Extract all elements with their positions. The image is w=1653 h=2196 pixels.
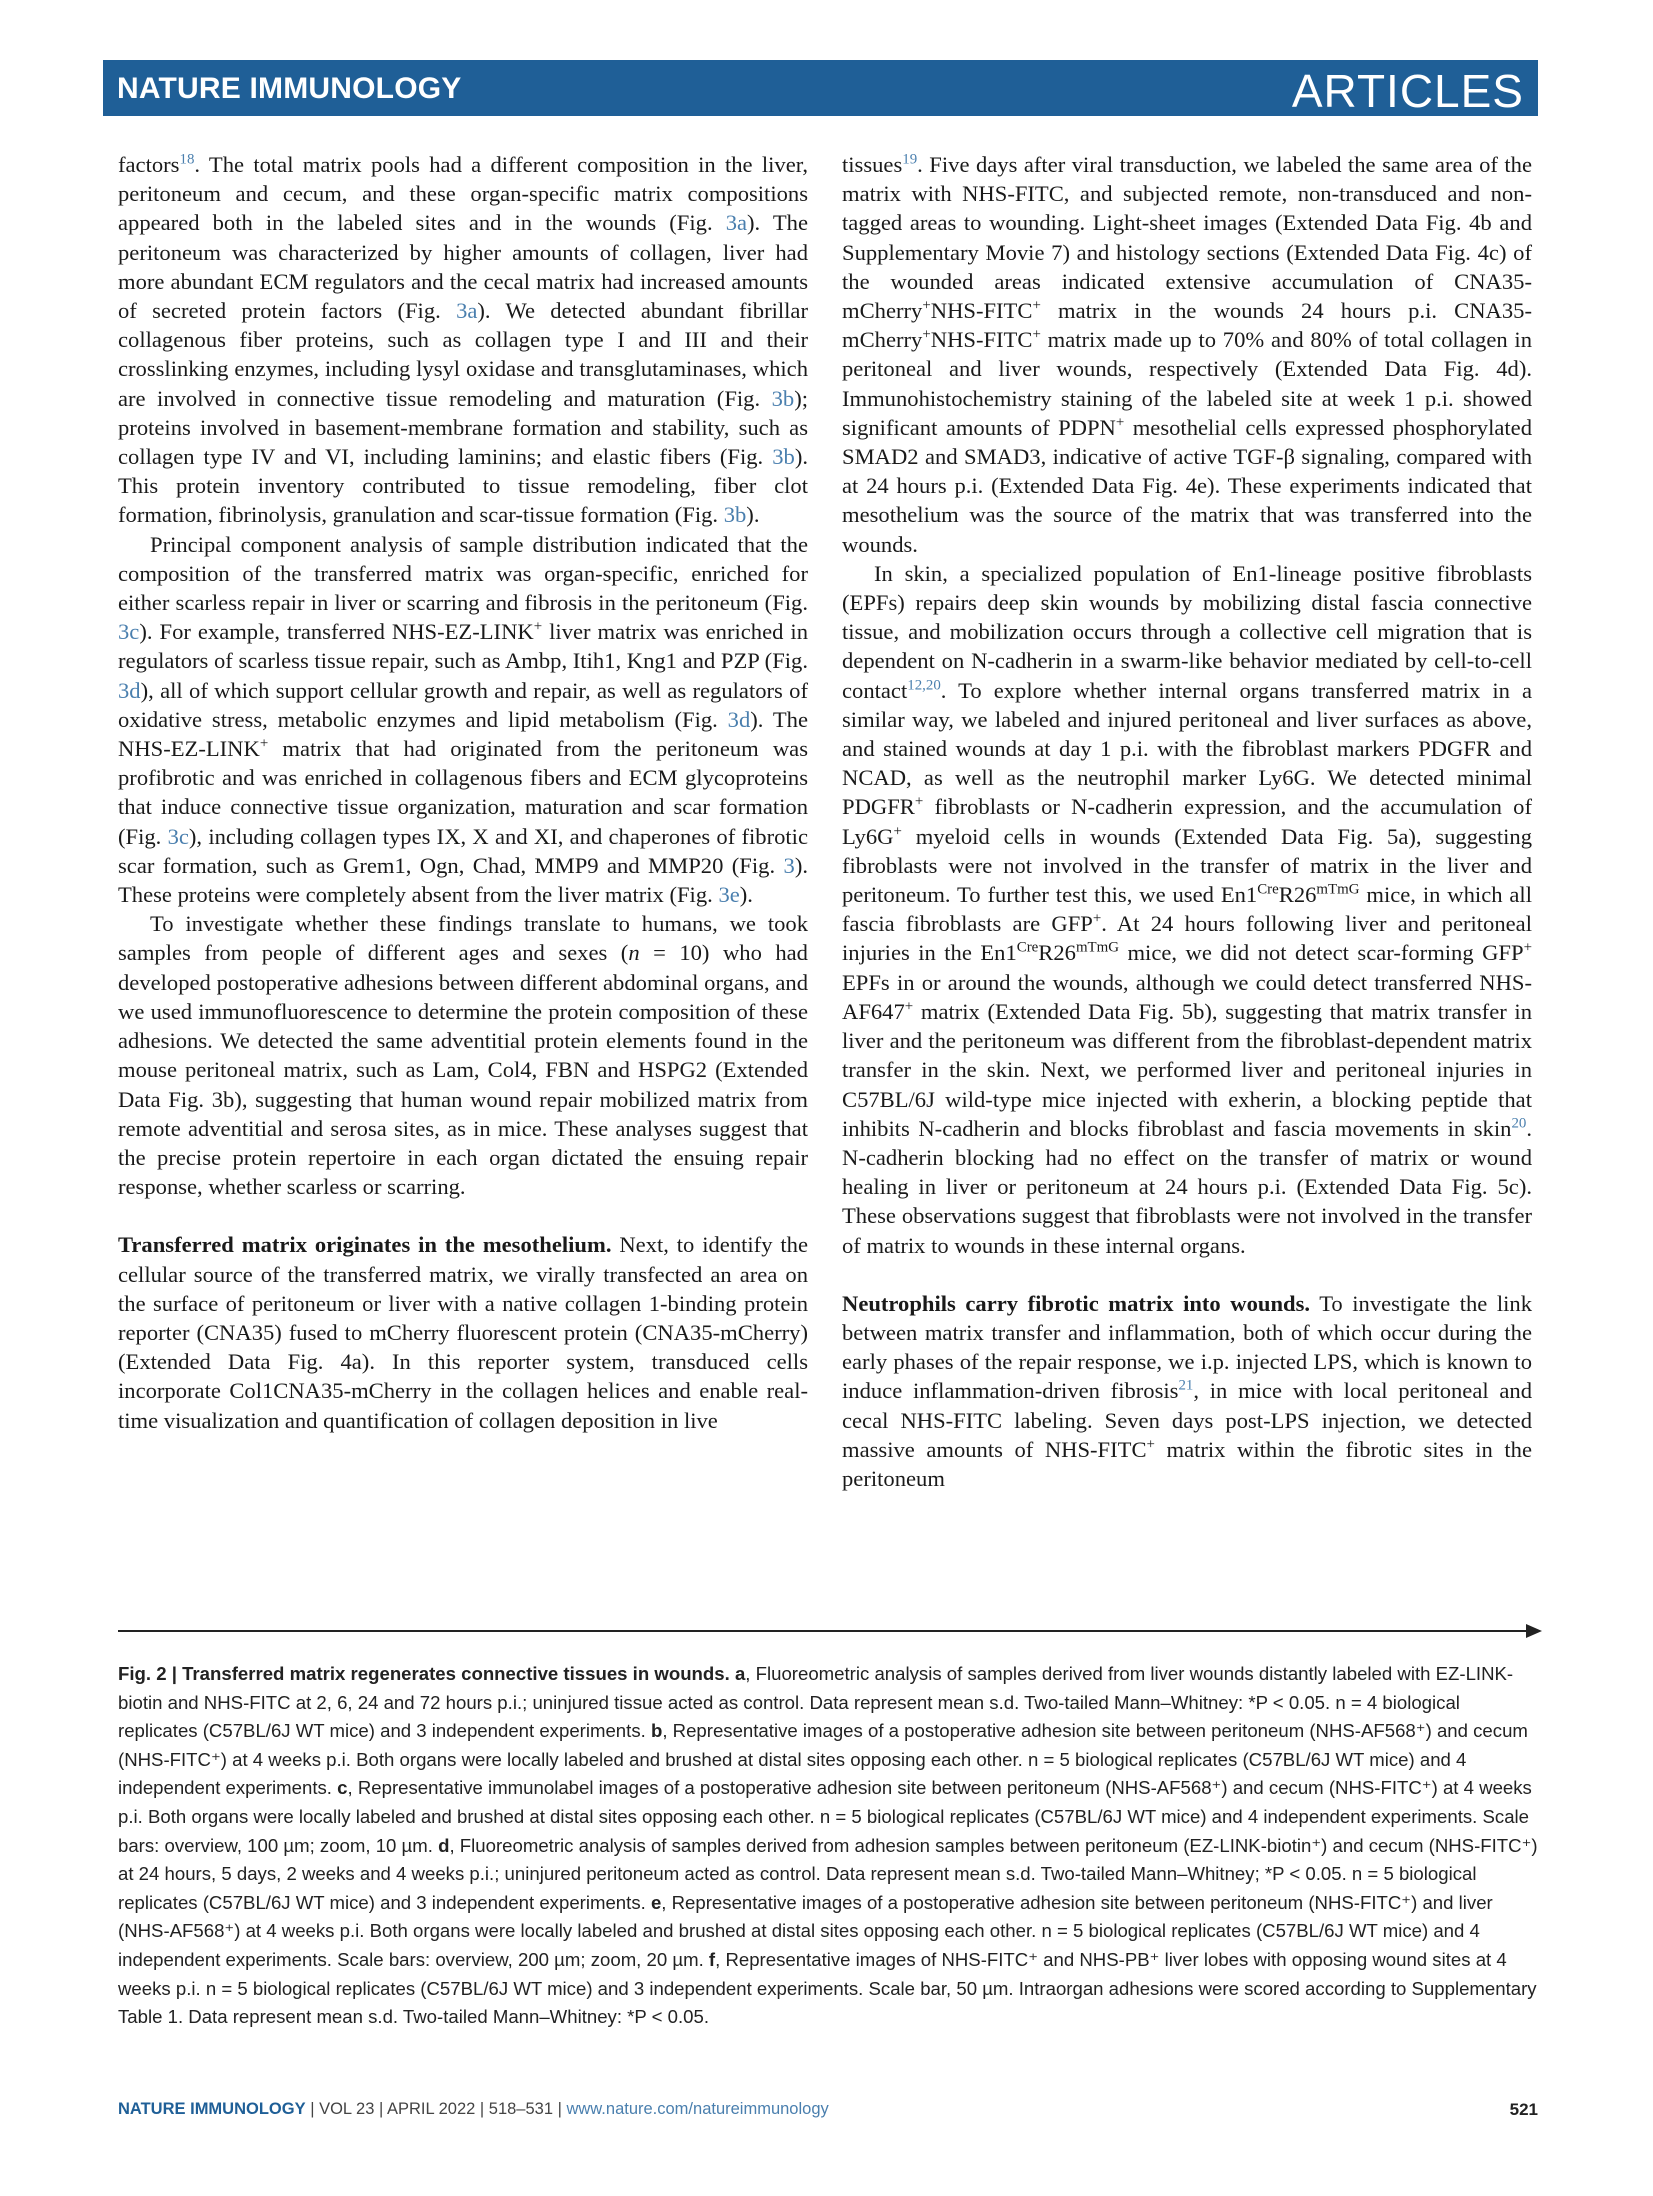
paragraph: tissues$^{19}$. Five days after viral transduction, we labeled the same area of the matrix with NHS-FITC, and subjected remote, non-transduced and non-tagged areas to wounding. Light-sheet images (Extended Data Fig. 4b and Supplementary Movie 7) and histology sections (Extended Data Fig. 4c) of the wounded areas indicated extensive accumulation of CNA35-mCherry+NHS-FITC+ matrix in the wounds 24 hours p.i. CNA35-mCherry+NHS-FITC+ matrix made up to 70% and 80% of total collagen in peritoneal and liver wounds, respectively (Extended Data Fig. 4d). Immunohistochemistry staining of the labeled site at week 1 p.i. showed significant amounts of PDPN+ mesothelial cells expressed phosphorylated SMAD2 and SMAD3, indicative of active TGF-β signaling, compared with at 24 hours p.i. (Extended Data Fig. 4e). These experiments indicated that mesothelium was the source of the matrix that was transferred into the wounds. — [842, 151, 1532, 557]
footer-journal: NATURE IMMUNOLOGY — [118, 2100, 306, 2118]
continuation-arrow-line — [118, 1630, 1530, 1632]
right-column — [842, 150, 1532, 1493]
citation-link[interactable]: 21 — [1178, 1377, 1194, 1394]
figure-ref-link[interactable]: 3d — [118, 677, 141, 703]
figure-ref-link[interactable]: 3a — [456, 298, 478, 324]
figure-ref-link[interactable]: 3d — [727, 706, 751, 732]
arrow-right-icon — [1526, 1624, 1542, 1638]
footer-url-link[interactable]: www.nature.com/natureimmunology — [566, 2100, 829, 2118]
page-footer — [118, 2100, 1538, 2124]
section-label: ARTICLES — [1291, 65, 1524, 117]
figure-ref-link[interactable]: 3a — [725, 210, 748, 236]
figure-ref-link[interactable]: 3c — [118, 619, 140, 645]
citation-link[interactable]: 19 — [902, 151, 918, 168]
figure-ref-link[interactable]: 3b — [771, 385, 795, 411]
citation-link[interactable]: 20 — [1511, 1115, 1527, 1132]
figure-ref-link[interactable]: 3 — [783, 852, 795, 878]
figure-ref-link[interactable]: 3b — [723, 502, 747, 528]
paragraph: To investigate whether these findings translate to humans, we took samples from people of different ages and sexes (n = 10) who had developed postoperative adhesions between different abdominal organs, and we used immunofluorescence to determine the protein composition of these adhesions. We detected the same adventitial protein elements found in the mouse peritoneal matrix, such as Lam, Col4, FBN and HSPG2 (Extended Data Fig. 3b), suggesting that human wound repair mobilized matrix from remote adventitial and serosa sites, as in mice. These analyses suggest that the precise protein repertoire in each organ dictated the ensuing repair response, whether scarless or scarring. — [118, 911, 808, 1200]
figure-caption: Fig. 2 | Transferred matrix regenerates connective tissues in wounds. a, Fluoreometric analysis of samples derived from liver wounds distantly labeled with EZ-LINK-biotin and NHS-FITC at 2, 6, 24 and 72 hours p.i.; uninjured tissue acted as control. Data represent mean s.d. Two-tailed Mann–Whitney: *P < 0.05. n = 4 biological replicates (C57BL/6J WT mice) and 3 independent experiments. b, Representative images of a postoperative adhesion site between peritoneum (NHS-AF568⁺) and cecum (NHS-FITC⁺) at 4 weeks p.i. Both organs were locally labeled and brushed at distal sites opposing each other. n = 5 biological replicates (C57BL/6J WT mice) and 4 independent experiments. c, Representative immunolabel images of a postoperative adhesion site between peritoneum (NHS-AF568⁺) and cecum (NHS-FITC⁺) at 4 weeks p.i. Both organs were locally labeled and brushed at distal sites opposing each other. n = 5 biological replicates (C57BL/6J WT mice) and 4 independent experiments. Scale bars: overview, 100 µm; zoom, 10 µm. d, Fluoreometric analysis of samples derived from adhesion samples between peritoneum (EZ-LINK-biotin⁺) and cecum (NHS-FITC⁺) at 24 hours, 5 days, 2 weeks and 4 weeks p.i.; uninjured peritoneum acted as control. Data represent mean s.d. Two-tailed Mann–Whitney; *P < 0.05. n = 5 biological replicates (C57BL/6J WT mice) and 3 independent experiments. e, Representative images of a postoperative adhesion site between peritoneum (NHS-FITC⁺) and liver (NHS-AF568⁺) at 4 weeks p.i. Both organs were locally labeled and brushed at distal sites opposing each other. n = 5 biological replicates (C57BL/6J WT mice) and 4 independent experiments. Scale bars: overview, 200 µm; zoom, 20 µm. f, Representative images of NHS-FITC⁺ and NHS-PB⁺ liver lobes with opposing wound sites at 4 weeks p.i. n = 5 biological replicates (C57BL/6J WT mice) and 3 independent experiments. Scale bar, 50 µm. Intraorgan adhesions were scored according to Supplementary Table 1. Data represent mean s.d. Two-tailed Mann–Whitney: *P < 0.05. — [118, 1663, 1538, 2028]
citation-link[interactable]: 12,20 — [907, 677, 941, 694]
journal-name: NATURE IMMUNOLOGY — [117, 72, 462, 105]
left-column — [118, 150, 808, 1435]
paragraph: Neutrophils carry fibrotic matrix into wounds. To investigate the link between matrix transfer and inflammation, both of which occur during the early phases of the repair response, we i.p. injected LPS, which is known to induce inflammation-driven fibrosis$^{21}$, in mice with local peritoneal and cecal NHS-FITC labeling. Seven days post-LPS injection, we detected massive amounts of NHS-FITC+ matrix within the fibrotic sites in the peritoneum — [842, 1290, 1532, 1491]
paragraph: Transferred matrix originates in the mesothelium. Next, to identify the cellular source of the transferred matrix, we virally transfected an area on the surface of peritoneum or liver with a native collagen 1-binding protein reporter (CNA35) fused to mCherry fluorescent protein (CNA35-mCherry) (Extended Data Fig. 4a). In this reporter system, transduced cells incorporate Col1CNA35-mCherry in the collagen helices and enable real-time visualization and quantification of collagen deposition in live — [118, 1232, 808, 1433]
figure-ref-link[interactable]: 3b — [772, 444, 795, 470]
footer-issue: | VOL 23 | APRIL 2022 | 518–531 | — [305, 2100, 567, 2118]
section-heading: Neutrophils carry fibrotic matrix into wounds. — [842, 1290, 1311, 1316]
caption-title: Fig. 2 | Transferred matrix regenerates connective tissues in wounds. — [118, 1663, 730, 1684]
page-number: 521 — [1509, 2100, 1538, 2119]
figure-ref-link[interactable]: 3e — [718, 882, 740, 908]
paragraph: In skin, a specialized population of En1-lineage positive fibroblasts (EPFs) repairs deep skin wounds by mobilizing distal fascia connective tissue, and mobilization occurs through a collective cell migration that is dependent on N-cadherin in a swarm-like behavior mediated by cell-to-cell contact$^{12,20}$. To explore whether internal organs transferred matrix in a similar way, we labeled and injured peritoneal and liver surfaces as above, and stained wounds at day 1 p.i. with the fibroblast markers PDGFR and NCAD, as well as the neutrophil marker Ly6G. We detected minimal PDGFR+ fibroblasts or N-cadherin expression, and the accumulation of Ly6G+ myeloid cells in wounds (Extended Data Fig. 5a), suggesting fibroblasts were not involved in the transfer of matrix in the liver and peritoneum. To further test this, we used $En1^{Cre}R26^{mTmG}$ mice, in which all fascia fibroblasts are GFP+. At 24 hours following liver and peritoneal injuries in the $En1^{Cre}R26^{mTmG}$ mice, we did not detect scar-forming GFP+ EPFs in or around the wounds, although we could detect transferred NHS-AF647+ matrix (Extended Data Fig. 5b), suggesting that matrix transfer in liver and the peritoneum was different from the fibroblast-dependent matrix transfer in the skin. Next, we performed liver and peritoneal injuries in C57BL/6J wild-type mice injected with exherin, a blocking peptide that inhibits N-cadherin and blocks fibroblast and fascia movements in skin$^{20}$. N-cadherin blocking had no effect on the transfer of matrix or wound healing in liver or peritoneum at 24 hours p.i. (Extended Data Fig. 5c). These observations suggest that fibroblasts were not involved in the transfer of matrix to wounds in these internal organs. — [842, 560, 1532, 1258]
figure-ref-link[interactable]: 3c — [167, 823, 189, 849]
citation-link[interactable]: 18 — [179, 151, 195, 168]
journal-banner — [103, 60, 1538, 116]
section-heading: Transferred matrix originates in the mesothelium. — [118, 1232, 612, 1258]
paragraph: factors$^{18}$. The total matrix pools had a different composition in the liver, peritoneum and cecum, and these organ-specific matrix compositions appeared both in the labeled sites and in the wounds (Fig. 3a). The peritoneum was characterized by higher amounts of collagen, liver had more abundant ECM regulators and the cecal matrix had increased amounts of secreted protein factors (Fig. 3a). We detected abundant fibrillar collagenous fiber proteins, such as collagen type I and III and their crosslinking enzymes, including lysyl oxidase and transglutaminases, which are involved in connective tissue remodeling and maturation (Fig. 3b); proteins involved in basement-membrane formation and stability, such as collagen type IV and VI, including laminins; and elastic fibers (Fig. 3b). This protein inventory contributed to tissue remodeling, fiber clot formation, fibrinolysis, granulation and scar-tissue formation (Fig. 3b). — [118, 151, 808, 528]
paragraph: Principal component analysis of sample distribution indicated that the composition of the transferred matrix was organ-specific, enriched for either scarless repair in liver or scarring and fibrosis in the peritoneum (Fig. 3c). For example, transferred NHS-EZ-LINK+ liver matrix was enriched in regulators of scarless tissue repair, such as Ambp, Itih1, Kng1 and PZP (Fig. 3d), all of which support cellular growth and repair, as well as regulators of oxidative stress, metabolic enzymes and lipid metabolism (Fig. 3d). The NHS-EZ-LINK+ matrix that had originated from the peritoneum was profibrotic and was enriched in collagenous fibers and ECM glycoproteins that induce connective tissue organization, maturation and scar formation (Fig. 3c), including collagen types IX, X and XI, and chaperones of fibrotic scar formation, such as Grem1, Ogn, Chad, MMP9 and MMP20 (Fig. 3). These proteins were completely absent from the liver matrix (Fig. 3e). — [118, 531, 808, 908]
